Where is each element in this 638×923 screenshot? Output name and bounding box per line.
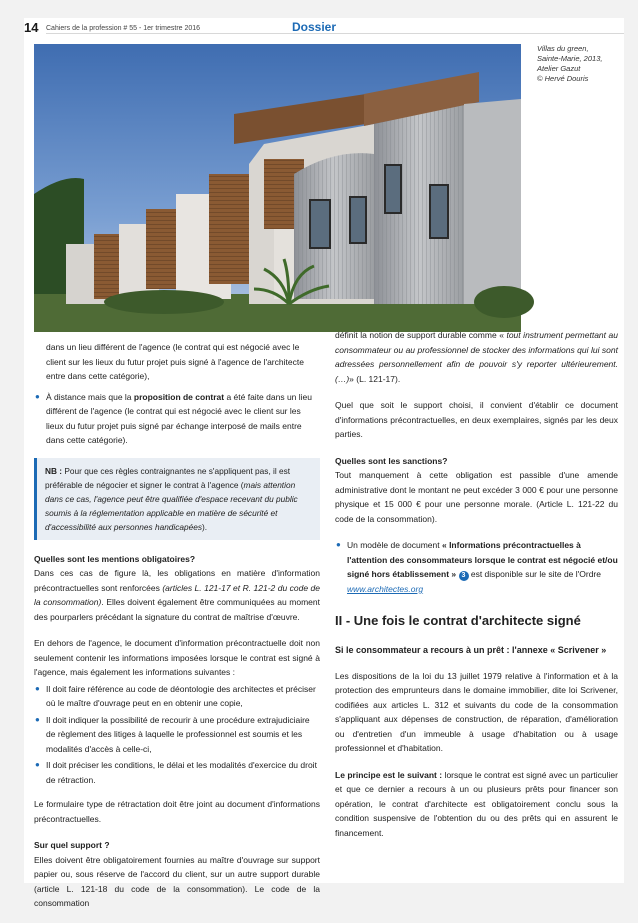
list-item <box>34 758 320 787</box>
intro-paragraph: dans un lieu différent de l'agence (le contrat qui est négocié avec le client sur les lieux du futur projet puis signé à l'agence de l'architecte entre dans cette catégorie), <box>46 342 304 381</box>
page-number: 14 <box>24 20 39 35</box>
paragraph: Tout manquement à cette obligation est passible d'une amende administrative dont le montant ne peut excéder 3 000 € pour une personne physique et 15 000 € pour une personne morale. (Article L. 121-22 du code de la consommation). <box>335 470 618 524</box>
section-heading: II - Une fois le contrat d'architecte signé <box>335 613 581 628</box>
note-end: ). <box>202 521 208 532</box>
italic-ref: (articles L. 121-17 et R. 121-2 du code de la consommation) <box>34 582 321 607</box>
caption-line: Sainte-Marie, 2013, <box>537 54 603 63</box>
bullet-icon: ● <box>35 683 40 693</box>
building-photo <box>34 44 521 332</box>
location-list <box>34 390 320 448</box>
list-item <box>34 682 320 711</box>
bullet-icon: ● <box>35 391 40 401</box>
bullet-icon: ● <box>336 540 341 549</box>
text: a été faite dans un lieu différent de l'agence (le contrat qui est négocié avec le client sur les lieux du futur projet puis signé par échange interposé de mails entre dans cette catégorie). <box>46 391 312 445</box>
bold-term: proposition de contrat <box>133 391 225 402</box>
subsection-heading: Si le consommateur a recours à un prêt : l'annexe « Scrivener » <box>335 644 607 655</box>
text: Un modèle de document <box>347 540 442 550</box>
ordre-website-link[interactable]: www.architectes.org <box>347 583 424 594</box>
text: Dans ces cas de figure là, les obligations en matière d'information précontractuelles sont renforcées <box>34 568 320 593</box>
note-label: NB : <box>45 465 63 476</box>
note-italic: mais attention dans ce cas, l'agence peut être qualifiée d'espace recevant du public soumis à la réglementation applicable en matière de sécurité et d'accessibilité aux personnes handicapées <box>45 479 298 532</box>
bold-title: « Informations précontractuelles à l'attention des consommateurs lorsque le contrat est négocié et/ou signé hors établissement » <box>347 540 618 579</box>
right-column <box>335 328 618 852</box>
page <box>24 18 624 908</box>
bullet-icon: ● <box>35 714 40 724</box>
paragraph: Quel que soit le support choisi, il convient d'établir ce document d'informations précontractuelles, en deux exemplaires, signés par les deux parties. <box>335 400 618 439</box>
paragraph: En dehors de l'agence, le document d'information précontractuelle doit non seulement contenir les informations imposées lorsque le contrat est signé à l'agence, mais également les informations suivantes : <box>34 638 320 677</box>
list-item <box>34 713 320 757</box>
section-label: Dossier <box>292 20 337 34</box>
list-item <box>34 390 320 448</box>
caption-line: © Hervé Douris <box>537 74 589 83</box>
caption-line: Atelier Gazut <box>537 64 581 73</box>
paragraph: Les dispositions de la loi du 13 juillet 1979 relative à l'information et à la protection des emprunteurs dans le domaine immobilier, dite loi Scrivener, codifiées aux articles L. 312 et suivants du code de la consommation s'appliquant aux dépenses de construction, de réparation, d'amélioration ou d'entretien d'un immeuble à usage d'habitation ou à usage professionnel et d'habitation. <box>335 670 618 753</box>
heading-support: Sur quel support ? <box>34 840 110 850</box>
header-divider <box>46 33 624 34</box>
bullet-icon: ● <box>35 760 40 769</box>
text: . Elles doivent également être communiquées au moment des pourparlers précédant la signature du contrat de maîtrise d'œuvre. <box>34 597 320 622</box>
obligations-list <box>34 682 320 788</box>
number-badge: 3 <box>459 571 469 581</box>
page-header <box>24 18 624 40</box>
bold-lead: Le principe est le suivant : <box>335 769 443 780</box>
photo-caption <box>537 44 617 84</box>
paragraph <box>335 768 618 841</box>
heading-mentions: Quelles sont les mentions obligatoires? <box>34 553 196 564</box>
caption-line: Villas du green, <box>537 44 589 53</box>
list-text: Il doit préciser les conditions, le délai et les modalités d'exercice du droit de rétraction. <box>46 760 317 785</box>
text: définit la notion de support durable comme « <box>335 330 507 340</box>
text: est disponible sur le site de l'Ordre <box>468 569 601 579</box>
paragraph <box>335 328 618 386</box>
journal-title: Cahiers de la profession # 55 - 1er trimestre 2016 <box>46 25 201 32</box>
text: À distance mais que la <box>46 391 134 402</box>
text: » (L. 121-17). <box>349 373 401 384</box>
heading-sanctions: Quelles sont les sanctions? <box>335 455 448 466</box>
list-text: Il doit indiquer la possibilité de recourir à une procédure extrajudiciaire de règlement des litiges à laquelle le professionnel est soumis et les modalités d'accès à celle-ci, <box>46 714 310 754</box>
paragraph: Elles doivent être obligatoirement fournies au maître d'ouvrage sur support papier ou, sous réserve de l'accord du client, sur un autre support durable (article L. 121-18 du code de la consommation). Le code de la consommation <box>34 854 320 908</box>
italic-quote: tout instrument permettant au consommateur ou au professionnel de stocker des informations qui lui sont adressées personnellement afin de pouvoir s'y reporter ultérieurement. (…) <box>335 330 619 384</box>
list-item <box>335 538 618 596</box>
note-box <box>34 458 320 540</box>
paragraph: Le formulaire type de rétractation doit être joint au document d'informations précontractuelles. <box>34 799 320 824</box>
model-list <box>335 538 618 596</box>
left-column <box>34 340 320 923</box>
note-text: Pour que ces règles contraignantes ne s'appliquent pas, il est préférable de négocier et signer le contrat à l'agence ( <box>45 465 291 490</box>
paragraph <box>34 566 320 624</box>
list-text: Il doit faire référence au code de déontologie des architectes et préciser où le maître d'ouvrage peut en en obtenir une copie, <box>46 683 316 708</box>
text: lorsque le contrat est signé avec un particulier et que ce dernier a recours à un ou plusieurs prêts pour financer son opération, le contrat d'architecte est obligatoirement conclu sous la condition suspensive de l'obtention du ou des prêts qui en assurent le financement. <box>335 769 618 838</box>
